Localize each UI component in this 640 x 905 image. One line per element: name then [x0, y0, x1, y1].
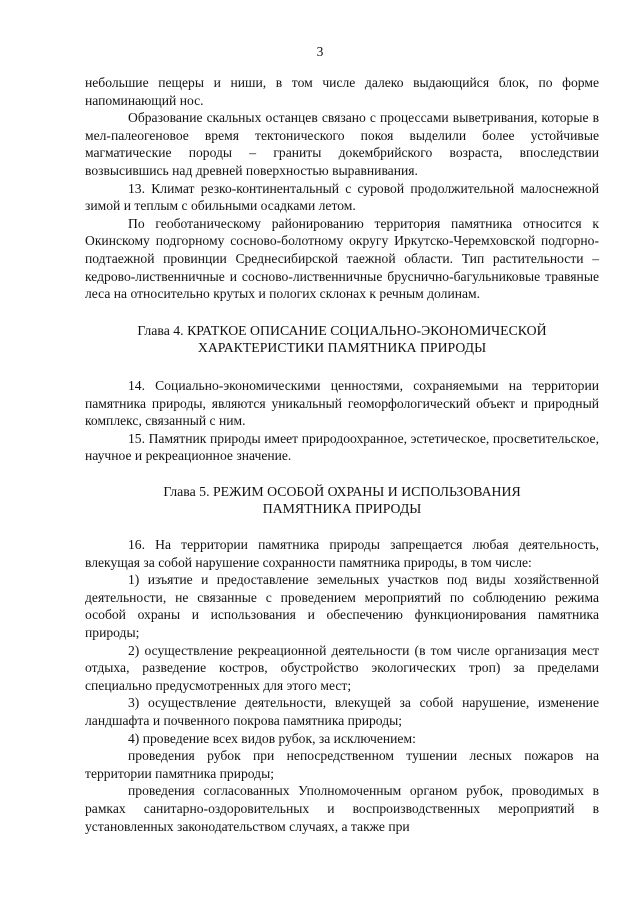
spacer — [85, 357, 599, 377]
list-item-3: 3) осуществление деятельности, влекущей за собой нарушение, изменение ландшафта и почвенного покрова памятника природы; — [85, 695, 599, 728]
paragraph-climate: 13. Климат резко-континентальный с суровой продолжительной малоснежной зимой и теплым с обильными осадками летом. — [85, 180, 599, 214]
chapter-5-heading-line-2: ПАМЯТНИКА ПРИРОДЫ — [262, 501, 422, 517]
paragraph-rock-formation: Образование скальных останцев связано с процессами выветривания, которые в мел-палеогеновое время тектонического покоя выделили более устойчивые магматические породы – граниты докембрийского возраста, впоследствии возвысившись над древней поверхностью выравнивания. — [85, 110, 599, 178]
document-body — [85, 74, 599, 835]
sub-item-agreed-felling: проведения согласованных Уполномоченным органом рубок, проводимых в рамках санитарно-оздоровительных и воспроизводственных мероприятий в установленных законодательством случаях, а также при — [85, 783, 599, 834]
spacer — [85, 303, 599, 322]
chapter-4-heading-line-1: Глава 4. КРАТКОЕ ОПИСАНИЕ СОЦИАЛЬНО-ЭКОНОМИЧЕСКОЙ — [137, 322, 547, 338]
sub-item-fire: проведения рубок при непосредственном тушении лесных пожаров на территории памятника природы; — [85, 748, 599, 781]
paragraph-15: 15. Памятник природы имеет природоохранное, эстетическое, просветительское, научное и рекреационное значение. — [85, 430, 599, 464]
list-item-4: 4) проведение всех видов рубок, за исключением: — [128, 730, 416, 746]
paragraph-16: 16. На территории памятника природы запрещается любая деятельность, влекущая за собой нарушение сохранности памятника природы, в том числе: — [85, 537, 599, 570]
page-number: 3 — [316, 44, 324, 59]
chapter-5-heading — [85, 483, 599, 518]
paragraph-geobotany: По геоботаническому районированию территория памятника относится к Окинскому подгорному сосново-болотному округу Иркутско-Черемховской подгорно-подтаежной провинции Среднесибирской таежной области. Тип растительности – кедрово-лиственничные и сосново-лиственничные бруснично-багульниковые травяные леса на относительно крутых и пологих склонах к речным долинам. — [85, 215, 599, 302]
list-item-2: 2) осуществление рекреационной деятельности (в том числе организация мест отдыха, разведение костров, обустройство экологических троп) за пределами специально предусмотренных для этого мест; — [85, 642, 599, 693]
spacer — [85, 465, 599, 483]
paragraph-14: 14. Социально-экономическими ценностями, сохраняемыми на территории памятника природы, являются уникальный геоморфологический объект и природный комплекс, связанный с ним. — [85, 377, 599, 429]
list-item-1: 1) изъятие и предоставление земельных участков под виды хозяйственной деятельности, не связанные с проведением мероприятий по соблюдению режима особой охраны и использования и обеспечению функционирования памятника природы; — [85, 572, 599, 641]
paragraph-continuation: небольшие пещеры и ниши, в том числе далеко выдающийся блок, по форме напоминающий нос. — [85, 75, 599, 108]
chapter-4-heading-line-2: ХАРАКТЕРИСТИКИ ПАМЯТНИКА ПРИРОДЫ — [197, 340, 487, 356]
chapter-4-heading — [85, 322, 599, 357]
spacer — [85, 518, 599, 536]
chapter-5-heading-line-1: Глава 5. РЕЖИМ ОСОБОЙ ОХРАНЫ И ИСПОЛЬЗОВАНИЯ — [163, 483, 521, 499]
